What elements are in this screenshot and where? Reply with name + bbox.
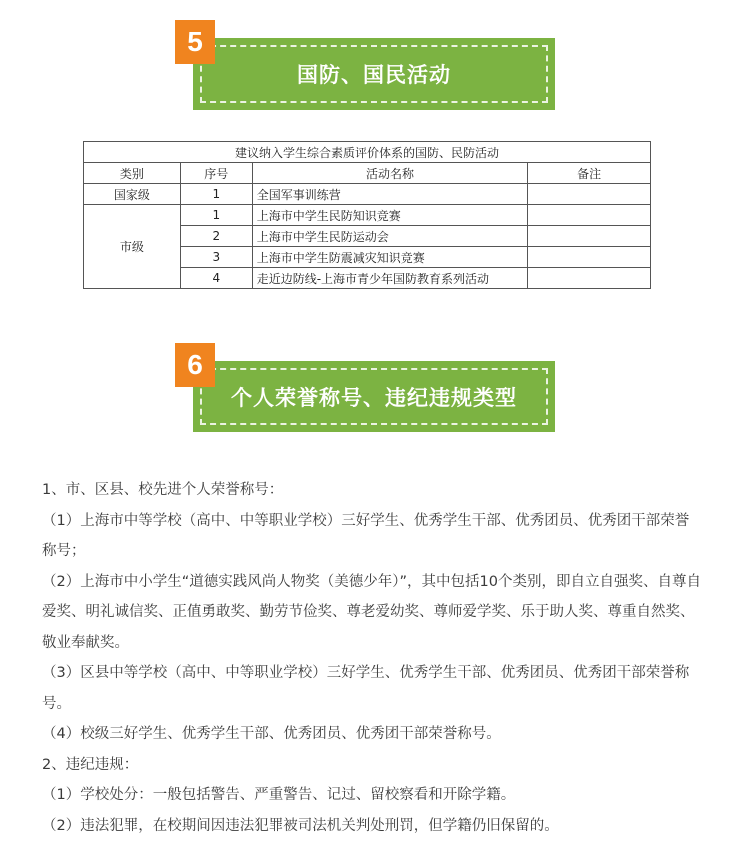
table-row xyxy=(84,184,651,205)
table-caption-row xyxy=(84,142,651,163)
section-5-number-badge: 5 xyxy=(175,20,215,64)
section-5-title: 国防、国民活动 xyxy=(200,45,548,103)
paragraph: （3）区县中等学校（高中、中等职业学校）三好学生、优秀学生干部、优秀团员、优秀团干部荣誉称号。 xyxy=(42,665,690,712)
row-note xyxy=(528,268,651,289)
row-name: 上海市中学生民防运动会 xyxy=(252,226,527,247)
row-note xyxy=(528,226,651,247)
header-note: 备注 xyxy=(528,163,651,184)
header-category: 类别 xyxy=(84,163,181,184)
table-row xyxy=(84,205,651,226)
paragraph: （2）上海市中小学生“道德实践风尚人物奖（美德少年）”，其中包括10个类别，即自立自强奖、自尊自爱奖、明礼诚信奖、正值勇敢奖、勤劳节俭奖、尊老爱幼奖、尊师爱学奖、乐于助人奖、尊重自然奖、敬业奉献奖。 xyxy=(42,573,701,651)
row-index: 2 xyxy=(180,226,252,247)
section-6-title: 个人荣誉称号、违纪违规类型 xyxy=(200,368,548,425)
activities-table xyxy=(83,141,651,289)
honors-text xyxy=(42,475,702,841)
category-national: 国家级 xyxy=(84,184,181,205)
row-name: 上海市中学生民防知识竞赛 xyxy=(252,205,527,226)
header-name: 活动名称 xyxy=(252,163,527,184)
row-name: 上海市中学生防震减灾知识竞赛 xyxy=(252,247,527,268)
row-name: 全国军事训练营 xyxy=(252,184,527,205)
row-note xyxy=(528,184,651,205)
row-index: 3 xyxy=(180,247,252,268)
paragraph: （1）学校处分：一般包括警告、严重警告、记过、留校察看和开除学籍。 xyxy=(42,787,516,803)
row-index: 1 xyxy=(180,184,252,205)
row-index: 4 xyxy=(180,268,252,289)
paragraph: 2、违纪违规： xyxy=(42,756,139,773)
table-caption: 建议纳入学生综合素质评价体系的国防、民防活动 xyxy=(84,142,651,163)
row-name: 走近边防线-上海市青少年国防教育系列活动 xyxy=(252,268,527,289)
paragraph: （2）违法犯罪，在校期间因违法犯罪被司法机关判处刑罚，但学籍仍旧保留的。 xyxy=(42,817,559,834)
row-index: 1 xyxy=(180,205,252,226)
category-city: 市级 xyxy=(84,205,181,289)
section-5-banner xyxy=(193,38,555,110)
section-6-banner xyxy=(193,361,555,432)
paragraph: （1）上海市中等学校（高中、中等职业学校）三好学生、优秀学生干部、优秀团员、优秀团干部荣誉称号； xyxy=(42,512,690,559)
row-note xyxy=(528,247,651,268)
section-6-number-badge: 6 xyxy=(175,343,215,387)
paragraph: （4）校级三好学生、优秀学生干部、优秀团员、优秀团干部荣誉称号。 xyxy=(42,726,501,742)
table-header-row xyxy=(84,163,651,184)
row-note xyxy=(528,205,651,226)
header-index: 序号 xyxy=(180,163,252,184)
paragraph: 1、市、区县、校先进个人荣誉称号： xyxy=(42,482,284,498)
